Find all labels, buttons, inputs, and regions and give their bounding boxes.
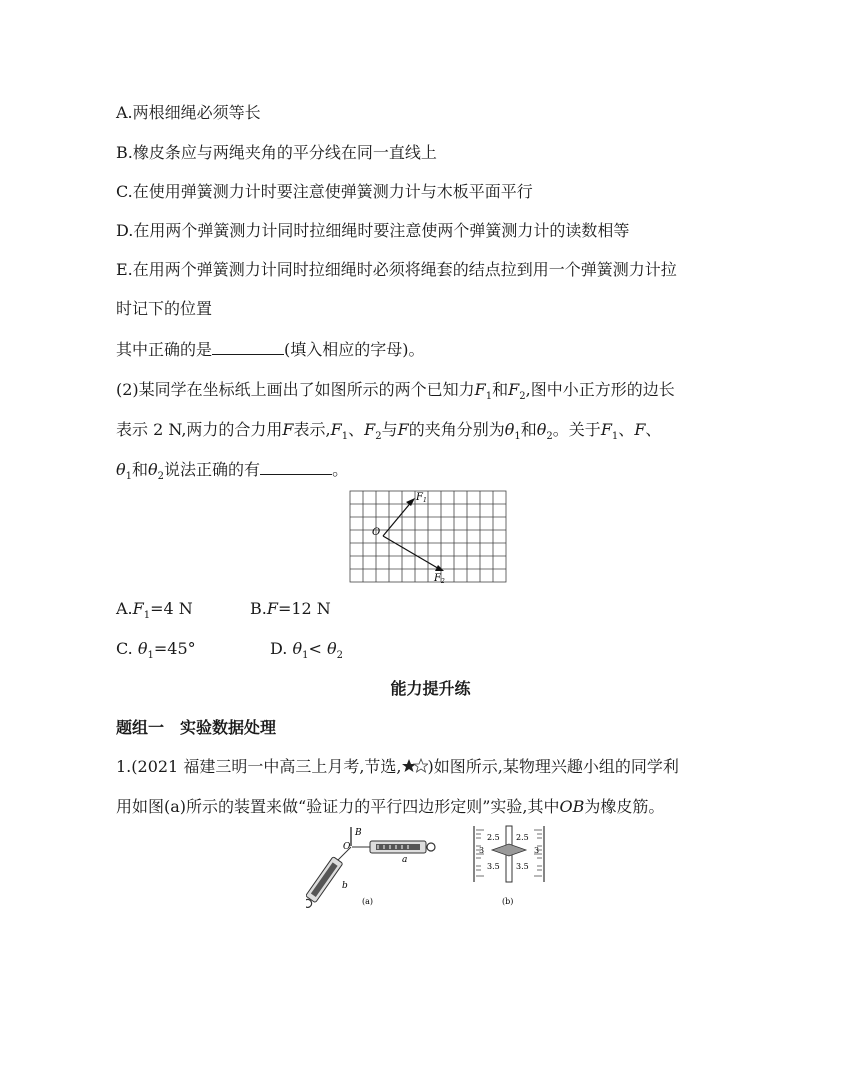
var-f: F xyxy=(266,599,278,618)
label-b-point: B xyxy=(355,828,362,838)
spring-scale-b xyxy=(306,857,343,908)
choice-b[interactable] xyxy=(250,598,331,620)
choice-prefix: A. xyxy=(116,599,133,618)
var-theta: θ xyxy=(292,639,303,658)
label-o-point: O xyxy=(343,842,351,852)
q2-text: 和 xyxy=(520,420,537,439)
f2-label: $F_2$ xyxy=(434,573,445,585)
q2-text: ,图中小正方形的边长 xyxy=(525,380,675,399)
q2-line2 xyxy=(116,419,661,448)
subscript: 1 xyxy=(611,431,619,443)
var-f: F xyxy=(508,380,520,399)
option-c: C.在使用弹簧测力计时要注意使弹簧测力计与木板平面平行 xyxy=(116,182,533,201)
q-next-line2 xyxy=(116,796,664,818)
q-next-text: 1.(2021 福建三明一中高三上月考,节选, xyxy=(116,757,402,776)
var-theta: θ xyxy=(116,460,126,479)
var-theta: θ xyxy=(148,460,158,479)
pointer-icon xyxy=(492,844,526,856)
var-f: F xyxy=(330,420,342,439)
var-ob: OB xyxy=(559,797,585,816)
scale-top-left: 2.5 xyxy=(487,833,500,842)
force-grid-figure xyxy=(348,489,510,587)
answer-prompt-after: (填入相应的字母)。 xyxy=(284,340,425,359)
var-f: F xyxy=(397,420,409,439)
q2-text: (2)某同学在坐标纸上画出了如图所示的两个已知力 xyxy=(116,380,475,399)
section-title: 能力提升练 xyxy=(390,679,471,698)
var-theta: θ xyxy=(504,420,515,439)
apparatus-figure-a xyxy=(306,824,444,908)
caption-a: (a) xyxy=(362,897,374,906)
label-a: a xyxy=(402,855,408,865)
subscript: 2 xyxy=(375,431,382,443)
q2-text: 与 xyxy=(381,420,398,439)
subscript: 2 xyxy=(519,391,526,403)
subscript: 2 xyxy=(546,431,553,443)
subscript: 1 xyxy=(302,650,309,662)
choice-value: =45° xyxy=(153,639,196,658)
subscript: 1 xyxy=(147,650,154,662)
choice-c[interactable] xyxy=(116,638,196,667)
q-next-line1 xyxy=(116,756,679,778)
answer-blank-2[interactable] xyxy=(260,460,332,475)
subscript: 1 xyxy=(341,431,349,443)
choice-prefix: B. xyxy=(250,599,267,618)
q2-line1 xyxy=(116,379,675,408)
q2-text: 的夹角分别为 xyxy=(408,420,505,439)
choice-operator: < xyxy=(308,639,327,658)
scale-bot-right: 3.5 xyxy=(516,862,529,871)
q-next-text: 用如图(a)所示的装置来做“验证力的平行四边形定则”实验,其中 xyxy=(116,797,560,816)
option-a: A.两根细绳必须等长 xyxy=(116,103,261,122)
subscript: 2 xyxy=(157,471,165,483)
q2-text: 、 xyxy=(348,420,365,439)
q2-line3 xyxy=(116,459,348,488)
difficulty-stars-icon xyxy=(402,758,428,774)
label-b: b xyxy=(342,881,348,891)
answer-prompt-before: 其中正确的是 xyxy=(116,340,213,359)
q2-text: 、 xyxy=(618,420,635,439)
f1-arrow xyxy=(383,500,413,536)
choice-value: =4 N xyxy=(150,599,193,618)
f2-arrow xyxy=(383,536,441,570)
var-f: F xyxy=(132,599,144,618)
q-next-text: )如图所示,某物理兴趣小组的同学利 xyxy=(427,757,679,776)
q2-text: 表示, xyxy=(293,420,331,439)
option-e-line2: 时记下的位置 xyxy=(116,299,213,318)
var-theta: θ xyxy=(326,639,337,658)
q2-text: 和 xyxy=(492,380,509,399)
q2-text: 。 xyxy=(332,460,349,479)
var-f: F xyxy=(282,420,294,439)
answer-prompt xyxy=(116,339,425,361)
choice-d[interactable] xyxy=(270,638,343,667)
option-d: D.在用两个弹簧测力计同时拉细绳时要注意使两个弹簧测力计的读数相等 xyxy=(116,221,630,240)
choice-a[interactable] xyxy=(116,598,193,627)
f2-arrowhead xyxy=(435,565,444,571)
q2-text: 。关于 xyxy=(552,420,601,439)
var-f: F xyxy=(634,420,646,439)
subscript: 2 xyxy=(336,650,343,662)
scale-bot-left: 3.5 xyxy=(487,862,500,871)
scale-reading-figure-b xyxy=(470,824,550,908)
group-title: 题组一 实验数据处理 xyxy=(116,718,277,737)
var-f: F xyxy=(364,420,376,439)
answer-blank[interactable] xyxy=(212,340,284,355)
option-b: B.橡皮条应与两绳夹角的平分线在同一直线上 xyxy=(116,143,437,162)
var-theta: θ xyxy=(536,420,547,439)
option-e-line1: E.在用两个弹簧测力计同时拉细绳时必须将绳套的结点拉到用一个弹簧测力计拉 xyxy=(116,260,677,279)
q2-text: 、 xyxy=(645,420,662,439)
choice-prefix: C. xyxy=(116,639,133,658)
scale-mid-left: 3 xyxy=(479,846,485,855)
choice-value: =12 N xyxy=(277,599,331,618)
choice-prefix: D. xyxy=(270,639,288,658)
var-f: F xyxy=(600,420,612,439)
q2-text: 和 xyxy=(132,460,149,479)
subscript: 1 xyxy=(143,610,151,622)
spring-scale-a xyxy=(370,841,435,853)
var-theta: θ xyxy=(137,639,148,658)
caption-b: (b) xyxy=(502,897,514,906)
subscript: 1 xyxy=(125,471,133,483)
subscript: 1 xyxy=(514,431,521,443)
scale-top-right: 2.5 xyxy=(516,833,529,842)
f1-arrowhead xyxy=(406,498,415,506)
scale-mid-right: 3 xyxy=(534,846,540,855)
q2-text: 说法正确的有 xyxy=(164,460,261,479)
var-f: F xyxy=(474,380,486,399)
q2-text: 表示 2 N,两力的合力用 xyxy=(116,420,283,439)
subscript: 1 xyxy=(485,391,493,403)
origin-label: O xyxy=(372,527,381,538)
q-next-text: 为橡皮筋。 xyxy=(584,797,665,816)
f1-label: $F_1$ xyxy=(416,492,427,504)
